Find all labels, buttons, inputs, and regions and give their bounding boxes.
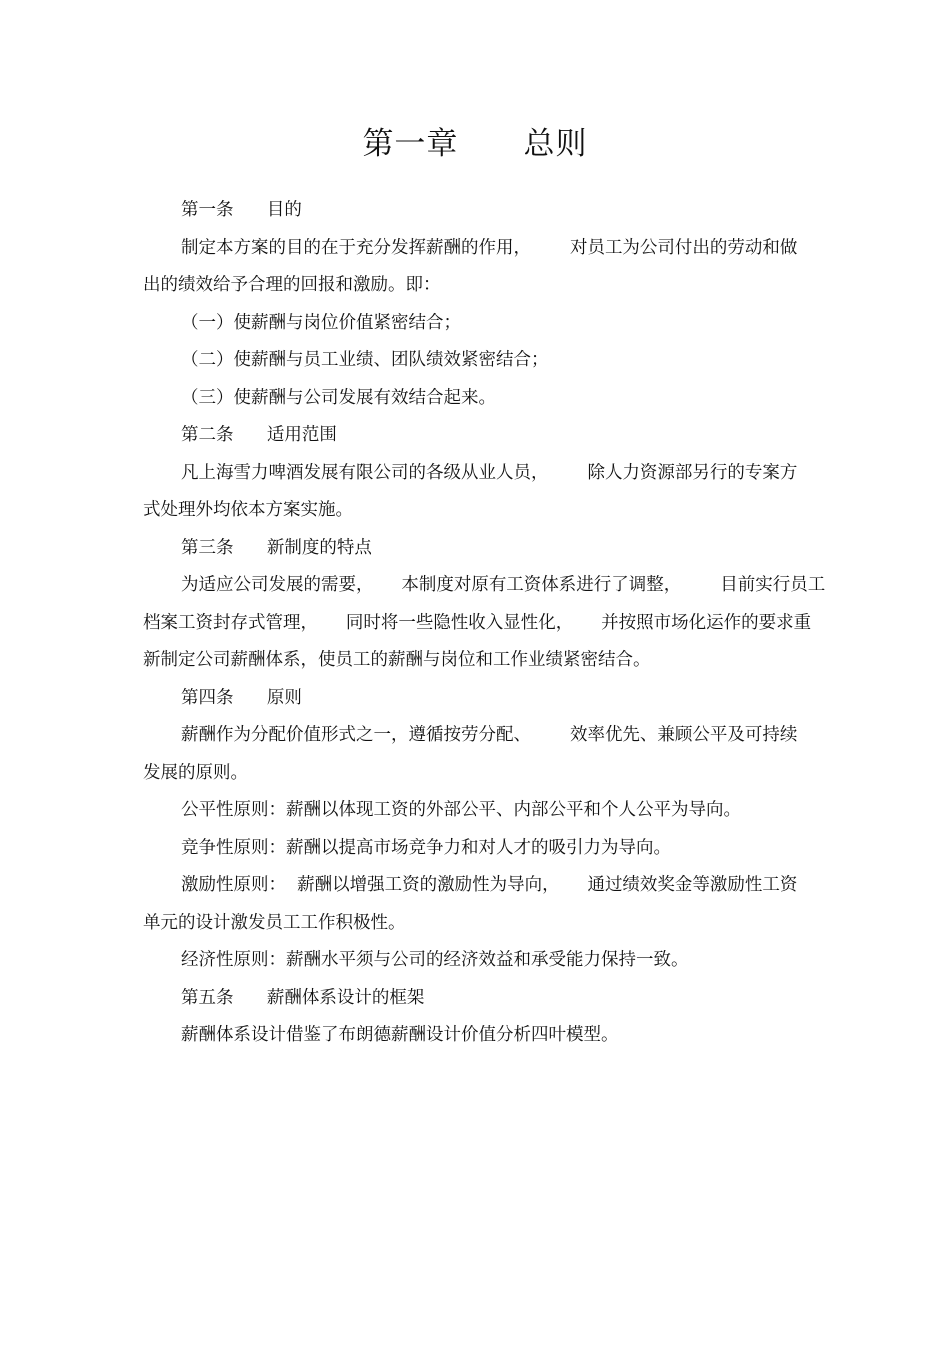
- text-line: 薪酬体系设计借鉴了布朗德薪酬设计价值分析四叶模型。: [181, 1025, 619, 1045]
- text-line: 第四条 原则: [181, 687, 302, 708]
- chapter-title: 第一章 总则: [362, 126, 588, 162]
- text-line: 出的绩效给予合理的回报和激励。即：: [143, 275, 441, 295]
- text-line: 薪酬作为分配价值形式之一，遵循按劳分配、 效率优先、兼顾公平及可持续: [181, 725, 798, 745]
- text-line: 第一条 目的: [181, 200, 302, 220]
- text-line: 经济性原则：薪酬水平须与公司的经济效益和承受能力保持一致。: [181, 950, 689, 970]
- text-line: 竞争性原则：薪酬以提高市场竞争力和对人才的吸引力为导向。: [181, 837, 671, 858]
- text-line: 凡上海雪力啤酒发展有限公司的各级从业人员， 除人力资源部另行的专案方: [181, 462, 798, 483]
- text-line: （二）使薪酬与员工业绩、团队绩效紧密结合；: [181, 350, 549, 370]
- text-line: 第三条 新制度的特点: [181, 537, 372, 558]
- text-line: 第二条 适用范围: [181, 425, 337, 445]
- text-line: 新制定公司薪酬体系，使员工的薪酬与岗位和工作业绩紧密结合。: [143, 650, 651, 670]
- text-line: 档案工资封存式管理， 同时将一些隐性收入显性化， 并按照市场化运作的要求重: [143, 612, 812, 633]
- text-line: 单元的设计激发员工工作积极性。: [143, 912, 406, 933]
- text-line: 公平性原则：薪酬以体现工资的外部公平、内部公平和个人公平为导向。: [181, 800, 741, 820]
- text-line: 式处理外均依本方案实施。: [143, 500, 353, 520]
- text-line: 制定本方案的目的在于充分发挥薪酬的作用， 对员工为公司付出的劳动和做: [181, 237, 798, 258]
- text-line: 为适应公司发展的需要， 本制度对原有工资体系进行了调整， 目前实行员工: [181, 575, 826, 595]
- text-line: （三）使薪酬与公司发展有效结合起来。: [181, 387, 496, 408]
- document-body: [143, 192, 826, 1055]
- text-line: 第五条 薪酬体系设计的框架: [181, 987, 425, 1008]
- text-line: 激励性原则： 薪酬以增强工资的激励性为导向， 通过绩效奖金等激励性工资: [181, 875, 798, 895]
- text-line: 发展的原则。: [143, 762, 248, 783]
- text-line: （一）使薪酬与岗位价值紧密结合；: [181, 312, 461, 333]
